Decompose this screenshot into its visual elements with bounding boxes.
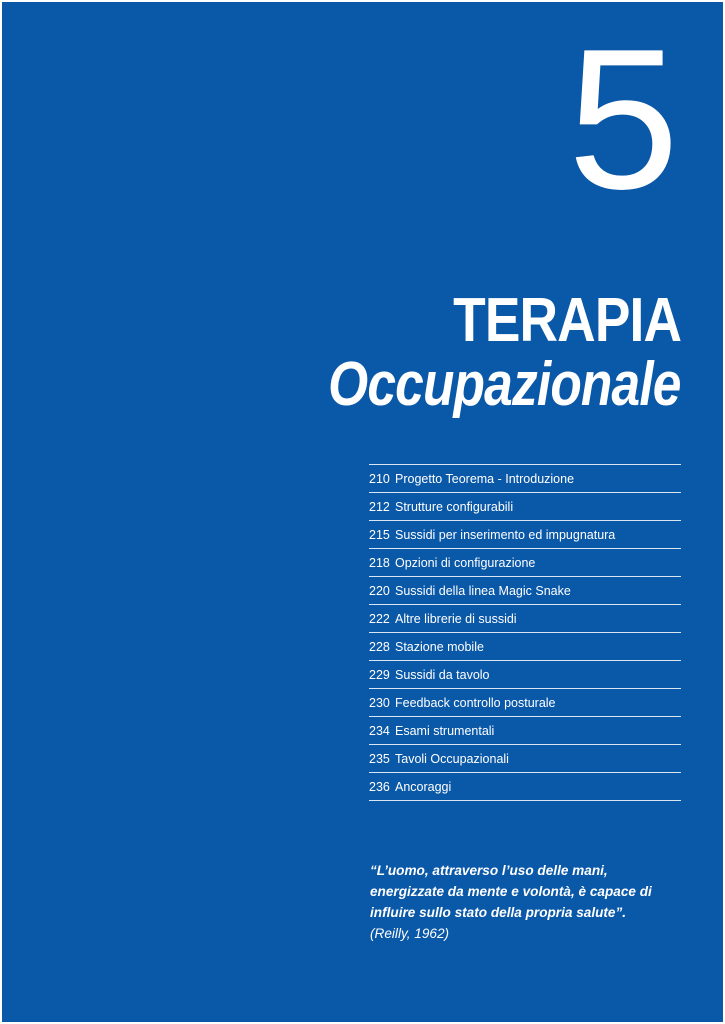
toc-label: Esami strumentali (395, 724, 495, 738)
toc-page-number: 215 (369, 528, 390, 542)
quote-text: “L’uomo, attraverso l’uso delle mani, energizzate da mente e volontà, è capace di influire sullo stato della propria salute”. (370, 863, 652, 920)
toc-page-number: 228 (369, 640, 390, 654)
toc-label: Sussidi per inserimento ed impugnatura (395, 528, 616, 542)
toc-item[interactable] (369, 661, 681, 689)
toc-page-number: 234 (369, 724, 390, 738)
toc-label: Ancoraggi (395, 780, 452, 794)
quote-source: (Reilly, 1962) (370, 926, 450, 941)
chapter-quote (370, 860, 670, 944)
chapter-cover-page (2, 2, 723, 1022)
toc-label: Strutture configurabili (395, 500, 514, 514)
toc-item[interactable] (369, 745, 681, 773)
table-of-contents (369, 464, 681, 801)
chapter-number: 5 (567, 8, 675, 231)
toc-page-number: 230 (369, 696, 390, 710)
toc-page-number: 212 (369, 500, 390, 514)
toc-item[interactable] (369, 549, 681, 577)
toc-label: Progetto Teorema - Introduzione (395, 472, 575, 486)
toc-item[interactable] (369, 493, 681, 521)
toc-label: Tavoli Occupazionali (395, 752, 509, 766)
toc-item[interactable] (369, 633, 681, 661)
toc-item[interactable] (369, 689, 681, 717)
toc-label: Stazione mobile (395, 640, 484, 654)
toc-label: Sussidi da tavolo (395, 668, 490, 682)
toc-label: Feedback controllo posturale (395, 696, 556, 710)
toc-item[interactable] (369, 717, 681, 745)
chapter-subtitle: Occupazionale (328, 350, 681, 419)
toc-item[interactable] (369, 465, 681, 493)
chapter-title: TERAPIA (452, 286, 681, 355)
toc-label: Sussidi della linea Magic Snake (395, 584, 571, 598)
toc-item[interactable] (369, 577, 681, 605)
toc-page-number: 222 (369, 612, 390, 626)
toc-page-number: 218 (369, 556, 390, 570)
toc-label: Altre librerie di sussidi (395, 612, 517, 626)
toc-label: Opzioni di configurazione (395, 556, 536, 570)
toc-page-number: 220 (369, 584, 390, 598)
toc-page-number: 235 (369, 752, 390, 766)
toc-item[interactable] (369, 521, 681, 549)
toc-item[interactable] (369, 773, 681, 801)
toc-page-number: 236 (369, 780, 390, 794)
toc-item[interactable] (369, 605, 681, 633)
toc-page-number: 210 (369, 472, 390, 486)
toc-page-number: 229 (369, 668, 390, 682)
